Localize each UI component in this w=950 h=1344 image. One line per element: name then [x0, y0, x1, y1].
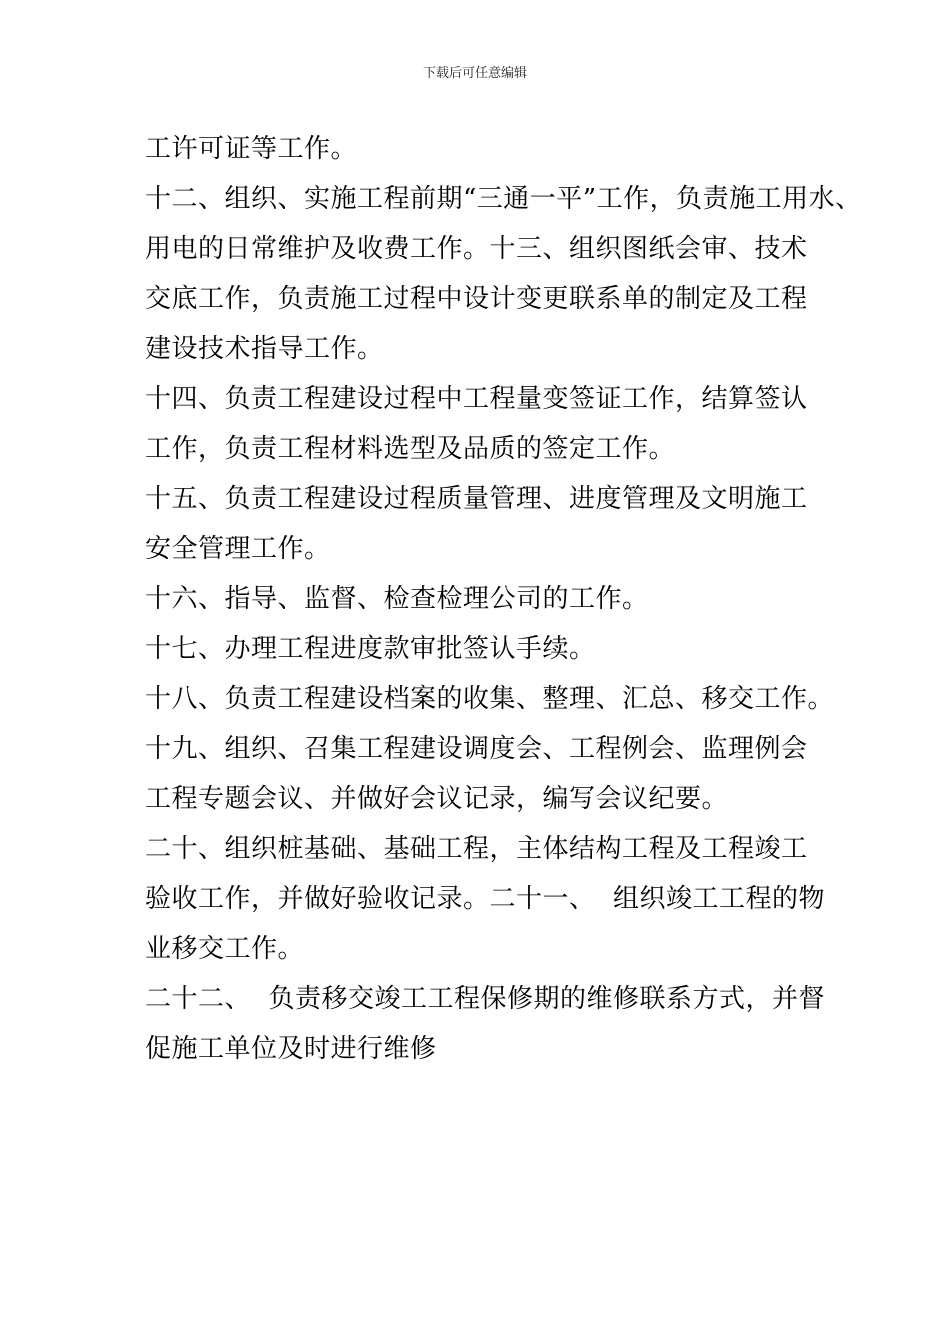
- text-line: 十二、组织、实施工程前期“三通一平”工作，负责施工用水、: [145, 184, 862, 214]
- text-line: 工许可证等工作。: [145, 134, 358, 164]
- text-line: 工作，负责工程材料选型及品质的签定工作。: [145, 434, 676, 464]
- text-line: 安全管理工作。: [145, 534, 331, 564]
- text-line: 十五、负责工程建设过程质量管理、进度管理及文明施工: [145, 484, 808, 514]
- text-line: 十七、办理工程进度款审批签认手续。: [145, 634, 596, 664]
- text-line: 二十、组织桩基础、基础工程，主体结构工程及工程竣工: [145, 834, 808, 864]
- text-line: 用电的日常维护及收费工作。十三、组织图纸会审、技术: [145, 234, 808, 264]
- text-line: 促施工单位及时进行维修: [145, 1034, 437, 1064]
- text-line: 验收工作，并做好验收记录。二十一、 组织竣工工程的物: [145, 884, 826, 914]
- text-line: 十六、指导、监督、检查检理公司的工作。: [145, 584, 649, 614]
- document-body: [145, 124, 862, 1074]
- text-line: 十八、负责工程建设档案的收集、整理、汇总、移交工作。: [145, 684, 835, 714]
- text-line: 工程专题会议、并做好会议记录，编写会议纪要。: [145, 784, 729, 814]
- text-line: 二十二、 负责移交竣工工程保修期的维修联系方式，并督: [145, 984, 826, 1014]
- page-header: 下载后可任意编辑: [422, 66, 527, 81]
- text-line: 交底工作，负责施工过程中设计变更联系单的制定及工程: [145, 284, 808, 314]
- text-line: 业移交工作。: [145, 934, 305, 964]
- text-line: 建设技术指导工作。: [145, 334, 384, 364]
- text-line: 十四、负责工程建设过程中工程量变签证工作，结算签认: [145, 384, 808, 414]
- text-line: 十九、组织、召集工程建设调度会、工程例会、监理例会: [145, 734, 808, 764]
